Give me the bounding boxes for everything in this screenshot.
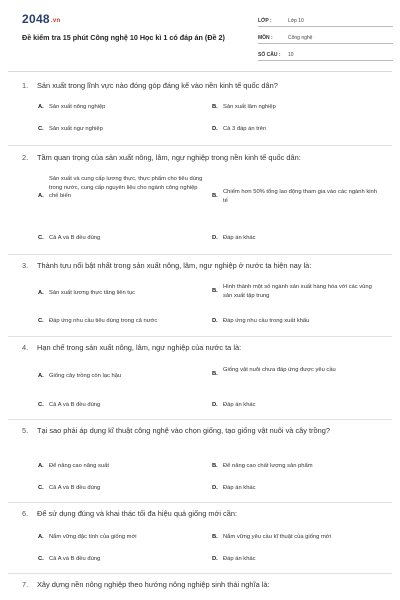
- question-number: 4.: [22, 343, 29, 352]
- option-text: Cả 3 đáp án trên: [223, 126, 267, 132]
- option-text: Cả A và B đều đúng: [49, 235, 101, 241]
- option-6c[interactable]: [38, 555, 203, 564]
- question-divider: [8, 336, 392, 337]
- option-1a[interactable]: [38, 103, 203, 112]
- option-letter: A.: [38, 373, 44, 379]
- option-text: Để nâng cao chất lượng sản phẩm: [223, 463, 313, 469]
- option-letter: A.: [38, 290, 44, 296]
- option-letter: C.: [38, 402, 44, 408]
- option-letter: A.: [38, 534, 44, 540]
- option-letter: A.: [38, 104, 44, 110]
- option-4a[interactable]: [38, 372, 203, 381]
- question-divider: [8, 573, 392, 574]
- question-2: [22, 152, 382, 163]
- option-letter: C.: [38, 556, 44, 562]
- option-text: Sản xuất ngư nghiệp: [49, 126, 103, 132]
- option-text: Đáp án khác: [223, 235, 256, 241]
- question-number: 6.: [22, 509, 29, 518]
- site-logo[interactable]: [22, 12, 60, 26]
- option-6a[interactable]: [38, 533, 203, 542]
- question-4: [22, 342, 382, 353]
- question-number: 5.: [22, 426, 29, 435]
- option-text: Sản xuất lương thực tăng liên tục: [49, 290, 136, 296]
- question-number: 3.: [22, 261, 29, 270]
- option-letter: C.: [38, 485, 44, 491]
- option-3c[interactable]: [38, 317, 210, 326]
- option-letter: D.: [212, 318, 218, 324]
- question-number: 2.: [22, 153, 29, 162]
- option-letter: D.: [212, 235, 218, 241]
- meta-count: [258, 48, 393, 61]
- question-body: Thành tựu nổi bật nhất trong sản xuất nông, lâm, ngư nghiệp ở nước ta hiện nay là:: [37, 261, 312, 270]
- question-body: Xây dựng nền nông nghiệp theo hướng nông nghiệp sinh thái nghĩa là:: [37, 580, 270, 589]
- option-text: Đáp án khác: [223, 485, 256, 491]
- page-title: Đề kiểm tra 15 phút Công nghệ 10 Học kì 1 có đáp án (Đề 2): [22, 33, 225, 42]
- question-number: 1.: [22, 81, 29, 90]
- option-letter: D.: [212, 556, 218, 562]
- option-text: Giống cây trồng còn lạc hậu: [49, 373, 122, 379]
- question-5: [22, 425, 382, 436]
- question-text: [22, 342, 382, 353]
- option-text: Đáp án khác: [223, 556, 256, 562]
- question-7: [22, 579, 382, 590]
- meta-value: Lớp 10: [288, 18, 304, 24]
- option-text: Đáp ứng nhu cầu trong xuất khẩu: [223, 318, 310, 324]
- option-5c[interactable]: [38, 484, 203, 493]
- option-text: Cả A và B đều đúng: [49, 485, 101, 491]
- question-1: [22, 80, 382, 91]
- option-letter: B.: [212, 463, 218, 469]
- option-3b[interactable]: [212, 283, 382, 300]
- meta-subject: [258, 31, 393, 44]
- meta-label: MÔN :: [258, 35, 273, 41]
- question-body: Sản xuất trong lĩnh vực nào đóng góp đáng kể vào nền kinh tế quốc dân?: [37, 81, 278, 90]
- meta-label: LỚP :: [258, 18, 272, 24]
- option-text: Sản xuất lâm nghiệp: [223, 104, 276, 110]
- quiz-meta: [258, 14, 393, 65]
- meta-label: SỐ CÂU :: [258, 52, 281, 58]
- logo-suffix: .vn: [50, 18, 61, 24]
- question-text: [22, 260, 382, 271]
- question-6: [22, 508, 382, 519]
- option-letter: D.: [212, 485, 218, 491]
- option-6b[interactable]: [212, 533, 382, 542]
- option-4b[interactable]: [212, 366, 382, 379]
- option-letter: B.: [212, 104, 218, 110]
- quiz-header: [8, 0, 392, 72]
- option-text: Đáp án khác: [223, 402, 256, 408]
- option-text: Đáp ứng nhu cầu tiêu dùng trong cả nước: [49, 318, 158, 324]
- question-number: 7.: [22, 580, 29, 589]
- option-letter: C.: [38, 318, 44, 324]
- option-3d[interactable]: [212, 317, 382, 326]
- option-text: Nắm vững đặc tính của giống mới: [49, 534, 137, 540]
- option-text: Nắm vững yêu cầu kĩ thuật của giống mới: [223, 534, 331, 540]
- question-body: Hạn chế trong sản xuất nông, lâm, ngư nghiệp của nước ta là:: [37, 343, 242, 352]
- option-text: Cả A và B đều đúng: [49, 556, 101, 562]
- question-divider: [8, 145, 392, 146]
- question-text: [22, 80, 382, 91]
- question-text: [22, 508, 382, 519]
- question-body: Tầm quan trọng của sản xuất nông, lâm, ngư nghiệp trong nền kinh tế quốc dân:: [37, 153, 301, 162]
- option-letter: B.: [212, 534, 218, 540]
- question-body: Tại sao phải áp dụng kĩ thuật công nghệ vào chọn giống, tạo giống vật nuôi và cây trồng?: [37, 426, 330, 435]
- logo-text: 2048: [22, 12, 50, 26]
- option-1d[interactable]: [212, 125, 382, 134]
- option-letter: A.: [38, 463, 44, 469]
- option-text: Sản xuất và cung cấp lương thực, thực phẩm cho tiêu dùng trong nước, cung cấp nguyên liệu cho ngành công nghiệp chế biến: [49, 176, 203, 199]
- option-text: Cả A và B đều đúng: [49, 402, 101, 408]
- question-divider: [8, 502, 392, 503]
- question-divider: [8, 254, 392, 255]
- question-text: [22, 425, 382, 436]
- option-letter: B.: [212, 371, 218, 377]
- option-text: Để nâng cao năng suất: [49, 463, 109, 469]
- question-3: [22, 260, 382, 271]
- option-4d[interactable]: [212, 401, 382, 410]
- option-letter: D.: [212, 402, 218, 408]
- option-2a[interactable]: [38, 175, 203, 201]
- question-divider: [8, 419, 392, 420]
- meta-value: Công nghệ: [288, 35, 313, 41]
- question-body: Để sử dụng đúng và khai thác tối đa hiệu quả giống mới cần:: [37, 509, 238, 518]
- option-text: Chiếm hơn 50% tổng lao động tham gia vào các ngành kinh tế: [223, 189, 377, 204]
- option-2b[interactable]: [212, 188, 382, 205]
- option-1c[interactable]: [38, 125, 203, 134]
- option-letter: A.: [38, 193, 44, 199]
- option-text: Sản xuất nông nghiệp: [49, 104, 106, 110]
- option-text: Hình thành một số ngành sản xuất hàng hóa với các vùng sản xuất tập trung: [223, 284, 372, 299]
- option-4c[interactable]: [38, 401, 203, 410]
- option-letter: C.: [38, 126, 44, 132]
- option-letter: D.: [212, 126, 218, 132]
- option-1b[interactable]: [212, 103, 382, 112]
- option-2d[interactable]: [212, 234, 382, 243]
- question-text: [22, 152, 382, 163]
- meta-class: [258, 14, 393, 27]
- option-5d[interactable]: [212, 484, 382, 493]
- option-letter: B.: [212, 193, 218, 199]
- option-3a[interactable]: [38, 289, 203, 298]
- question-text: [22, 579, 382, 590]
- option-5b[interactable]: [212, 462, 382, 471]
- option-5a[interactable]: [38, 462, 203, 471]
- option-2c[interactable]: [38, 234, 203, 243]
- option-text: Giống vật nuôi chưa đáp ứng được yêu cầu: [223, 367, 336, 373]
- option-letter: C.: [38, 235, 44, 241]
- option-6d[interactable]: [212, 555, 382, 564]
- option-letter: B.: [212, 288, 218, 294]
- meta-value: 10: [288, 52, 294, 58]
